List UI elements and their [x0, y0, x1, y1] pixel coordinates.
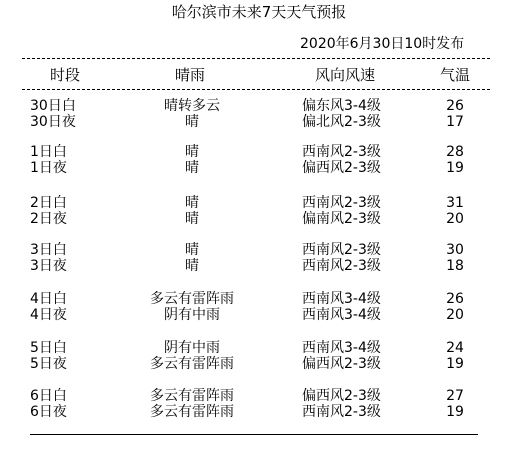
temp-cell: 17 — [446, 114, 464, 130]
period-cell: 1日夜 — [30, 160, 67, 176]
period-cell: 3日夜 — [30, 258, 67, 274]
weather-cell: 晴 — [185, 144, 199, 160]
weather-cell: 多云有雷阵雨 — [150, 404, 234, 420]
forecast-row-night — [0, 211, 518, 227]
temp-cell: 28 — [446, 144, 464, 160]
temp-cell: 20 — [446, 307, 464, 323]
temp-cell: 24 — [446, 340, 464, 356]
temp-cell: 30 — [446, 242, 464, 258]
weather-cell: 阴有中雨 — [164, 340, 220, 356]
temp-cell: 26 — [446, 291, 464, 307]
period-cell: 6日白 — [30, 388, 67, 404]
period-cell: 1日白 — [30, 144, 67, 160]
temp-cell: 31 — [446, 195, 464, 211]
weather-cell: 多云有雷阵雨 — [150, 388, 234, 404]
period-cell: 6日夜 — [30, 404, 67, 420]
header-bottom-divider — [22, 89, 490, 90]
table-bottom-rule — [30, 434, 478, 435]
header-period: 时段 — [49, 66, 80, 84]
wind-cell: 西南风2-3级 — [302, 242, 381, 258]
weather-cell: 多云有雷阵雨 — [150, 291, 234, 307]
publish-time: 2020年6月30日10时发布 — [300, 36, 465, 52]
period-cell: 30日白 — [30, 98, 76, 114]
forecast-row-day — [0, 388, 518, 404]
period-cell: 30日夜 — [30, 114, 76, 130]
forecast-row-night — [0, 356, 518, 372]
wind-cell: 西南风3-4级 — [302, 340, 381, 356]
temp-cell: 27 — [446, 388, 464, 404]
wind-cell: 西南风2-3级 — [302, 144, 381, 160]
temp-cell: 19 — [446, 356, 464, 372]
forecast-row-day — [0, 291, 518, 307]
forecast-row-day — [0, 242, 518, 258]
period-cell: 2日夜 — [30, 211, 67, 227]
wind-cell: 偏北风2-3级 — [302, 114, 381, 130]
weather-cell: 晴 — [185, 195, 199, 211]
forecast-row-day — [0, 98, 518, 114]
weather-cell: 晴 — [185, 211, 199, 227]
wind-cell: 偏西风2-3级 — [302, 388, 381, 404]
period-cell: 2日白 — [30, 195, 67, 211]
wind-cell: 西南风2-3级 — [302, 258, 381, 274]
period-cell: 4日白 — [30, 291, 67, 307]
header-top-divider — [22, 58, 490, 59]
weather-cell: 阴有中雨 — [164, 307, 220, 323]
period-cell: 5日夜 — [30, 356, 67, 372]
wind-cell: 偏东风3-4级 — [302, 98, 381, 114]
forecast-row-day — [0, 340, 518, 356]
forecast-row-night — [0, 258, 518, 274]
weather-cell: 晴 — [185, 242, 199, 258]
temp-cell: 19 — [446, 404, 464, 420]
temp-cell: 26 — [446, 98, 464, 114]
forecast-row-day — [0, 144, 518, 160]
weather-cell: 晴 — [185, 160, 199, 176]
wind-cell: 西南风3-4级 — [302, 291, 381, 307]
wind-cell: 偏南风2-3级 — [302, 211, 381, 227]
forecast-row-night — [0, 160, 518, 176]
forecast-row-night — [0, 404, 518, 420]
forecast-row-night — [0, 114, 518, 130]
header-wind: 风向风速 — [314, 66, 375, 84]
wind-cell: 偏西风2-3级 — [302, 356, 381, 372]
period-cell: 4日夜 — [30, 307, 67, 323]
temp-cell: 20 — [446, 211, 464, 227]
weather-cell: 晴 — [185, 258, 199, 274]
weather-cell: 晴转多云 — [164, 98, 220, 114]
wind-cell: 西南风3-4级 — [302, 307, 381, 323]
wind-cell: 偏西风2-3级 — [302, 160, 381, 176]
period-cell: 5日白 — [30, 340, 67, 356]
wind-cell: 西南风2-3级 — [302, 195, 381, 211]
period-cell: 3日白 — [30, 242, 67, 258]
temp-cell: 18 — [446, 258, 464, 274]
weather-cell: 多云有雷阵雨 — [150, 356, 234, 372]
forecast-row-night — [0, 307, 518, 323]
forecast-row-day — [0, 195, 518, 211]
header-weather: 晴雨 — [174, 66, 205, 84]
temp-cell: 19 — [446, 160, 464, 176]
wind-cell: 西南风2-3级 — [302, 404, 381, 420]
weather-cell: 晴 — [185, 114, 199, 130]
forecast-title: 哈尔滨市未来7天天气预报 — [171, 3, 347, 21]
header-temp: 气温 — [439, 66, 470, 84]
